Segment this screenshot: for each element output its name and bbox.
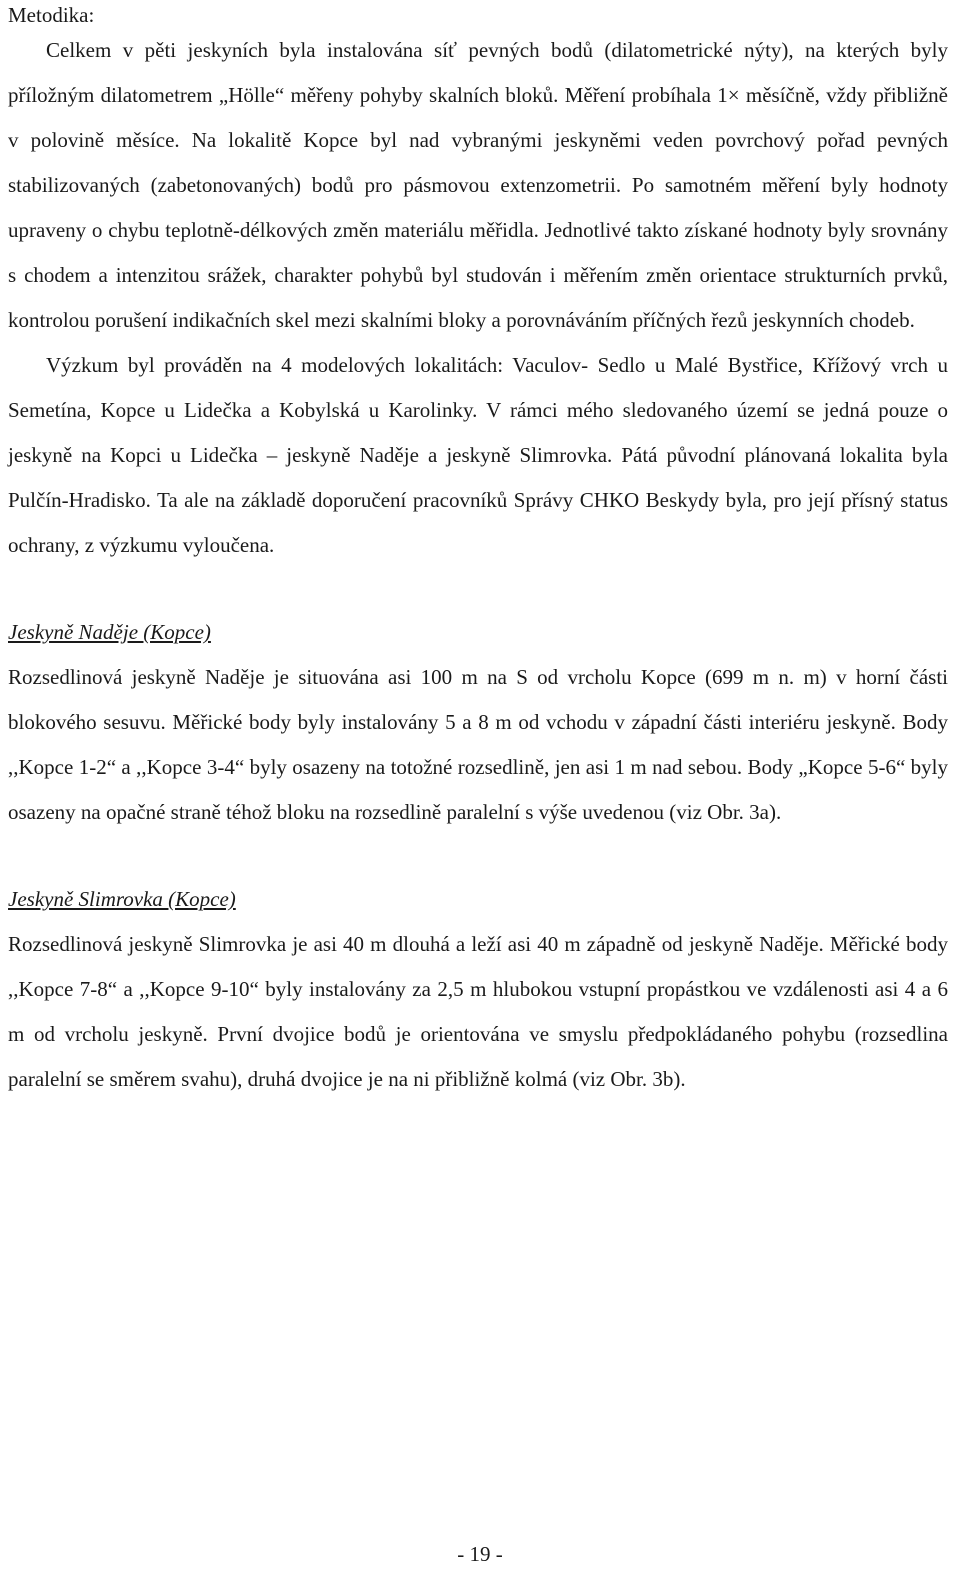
section-title-slimrovka: Jeskyně Slimrovka (Kopce) <box>8 887 236 911</box>
section-text-nadeje: Rozsedlinová jeskyně Naděje je situována asi 100 m na S od vrcholu Kopce (699 m n. m) v horní části blokového sesuvu. Měřické body byly instalovány 5 a 8 m od vchodu v západní části interiéru jeskyně. Body ,,Kopce 1-2“ a ,,Kopce 3-4“ byly osazeny na totožné rozsedlině, jen asi 1 m nad sebou. Body „Kopce 5-6“ byly osazeny na opačné straně téhož bloku na rozsedlině paralelní s výše uvedenou (viz Obr. 3a). <box>8 665 948 824</box>
page-number: - 19 - <box>457 1542 503 1566</box>
section-spacer <box>8 835 948 877</box>
section-spacer <box>8 568 948 610</box>
methodology-paragraph-2: Výzkum byl prováděn na 4 modelových lokalitách: Vaculov- Sedlo u Malé Bystřice, Křížový vrch u Semetína, Kopce u Lidečka a Kobylská u Karolinky. V rámci mého sledovaného území se jedná pouze o jeskyně na Kopci u Lidečka – jeskyně Naděje a jeskyně Slimrovka. Pátá původní plánovaná lokalita byla Pulčín-Hradisko. Ta ale na základě doporučení pracovníků Správy CHKO Beskydy byla, pro její přísný status ochrany, z výzkumu vyloučena. <box>8 353 948 557</box>
document-page <box>8 0 948 1102</box>
section-text-slimrovka: Rozsedlinová jeskyně Slimrovka je asi 40 m dlouhá a leží asi 40 m západně od jeskyně Naděje. Měřické body ,,Kopce 7-8“ a ,,Kopce 9-10“ byly instalovány za 2,5 m hlubokou vstupní propástkou ve vzdálenosti asi 4 a 6 m od vrcholu jeskyně. První dvojice bodů je orientována ve smyslu předpokládaného pohybu (rozsedlina paralelní se směrem svahu), druhá dvojice je na ni přibližně kolmá (viz Obr. 3b). <box>8 932 948 1091</box>
methodology-paragraph-1: Celkem v pěti jeskyních byla instalována síť pevných bodů (dilatometrické nýty), na kterých byly příložným dilatometrem „Hölle“ měřeny pohyby skalních bloků. Měření probíhala 1× měsíčně, vždy přibližně v polovině měsíce. Na lokalitě Kopce byl nad vybranými jeskyněmi veden povrchový pořad pevných stabilizovaných (zabetonovaných) bodů pro pásmovou extenzometrii. Po samotném měření byly hodnoty upraveny o chybu teplotně-délkových změn materiálu měřidla. Jednotlivé takto získané hodnoty byly srovnány s chodem a intenzitou srážek, charakter pohybů byl studován i měřením změn orientace strukturních prvků, kontrolou porušení indikačních skel mezi skalními bloky a porovnáváním příčných řezů jeskynních chodeb. <box>8 38 948 332</box>
section-title-nadeje: Jeskyně Naděje (Kopce) <box>8 620 211 644</box>
methodology-heading: Metodika: <box>8 3 95 27</box>
